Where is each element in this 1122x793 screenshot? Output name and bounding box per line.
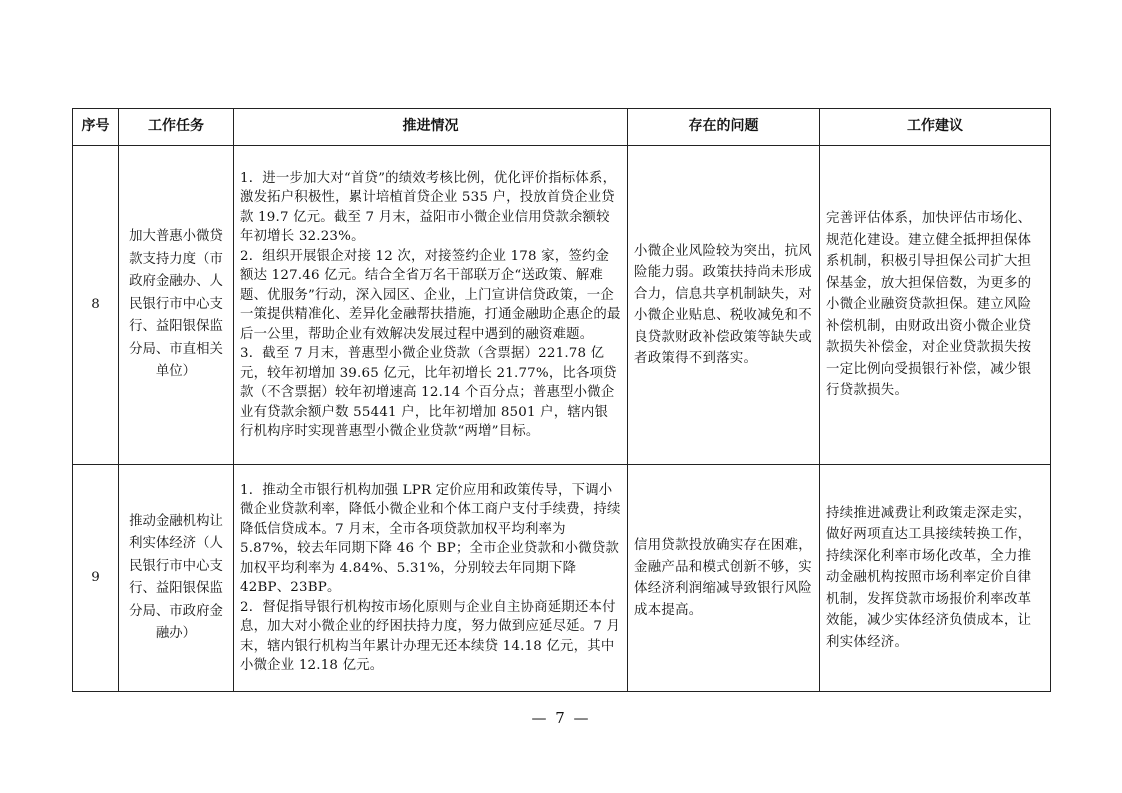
page-number: — 7 —	[531, 709, 591, 727]
row-progress	[234, 146, 628, 465]
header-number: 序号	[73, 109, 119, 146]
progress-item: 2．组织开展银企对接 12 次，对接签约企业 178 家，签约金额达 127.46 亿元。结合全省万名干部联万企“送政策、解难题、优服务”行动，深入园区、企业，上门宣讲信贷政策，一企一策提供精准化、差异化金融帮扶措施，打通金融助企惠企的最后一公里，帮助企业有效解决发展过程中遇到的融资难题。	[240, 248, 621, 342]
table-row	[73, 146, 1051, 465]
table-row	[73, 465, 1051, 692]
row-suggestion: 持续推进减费让利政策走深走实，做好两项直达工具接续转换工作，持续深化利率市场化改革，全力推动金融机构按照市场利率定价自律机制，发挥贷款市场报价利率改革效能，减少实体经济负债成本，让利实体经济。	[820, 465, 1051, 692]
row-task: 推动金融机构让利实体经济（人民银行市中心支行、益阳银保监分局、市政府金融办）	[119, 465, 234, 692]
table-header-row	[73, 109, 1051, 146]
header-issues: 存在的问题	[628, 109, 820, 146]
row-issue: 小微企业风险较为突出，抗风险能力弱。政策扶持尚未形成合力，信息共享机制缺失，对小微企业贴息、税收减免和不良贷款财政补偿政策等缺失或者政策得不到落实。	[628, 146, 820, 465]
progress-item: 1．推动全市银行机构加强 LPR 定价应用和政策传导，下调小微企业贷款利率，降低小微企业和个体工商户支付手续费，持续降低信贷成本。7 月末，全市各项贷款加权平均利率为 5.87%，较去年同期下降 46 个 BP；全市企业贷款和小微贷款加权平均利率为 4.84%、5.31%，分别较去年同期下降 42BP、23BP。	[240, 482, 621, 595]
progress-item: 3．截至 7 月末，普惠型小微企业贷款（含票据）221.78 亿元，较年初增加 39.65 亿元，比年初增长 21.77%，比各项贷款（不含票据）较年初增速高 12.14 个百分点；普惠型小微企业有贷款余额户数 55441 户，比年初增加 8501 户，辖内银行机构序时实现普惠型小微企业贷款“两增”目标。	[240, 346, 617, 439]
row-suggestion: 完善评估体系，加快评估市场化、规范化建设。建立健全抵押担保体系机制，积极引导担保公司扩大担保基金，放大担保倍数，为更多的小微企业融资贷款担保。建立风险补偿机制，由财政出资小微企业贷款损失补偿金，对企业贷款损失按一定比例向受损银行补偿，减少银行贷款损失。	[820, 146, 1051, 465]
work-progress-table	[72, 108, 1051, 692]
row-number: 9	[73, 465, 119, 692]
header-task: 工作任务	[119, 109, 234, 146]
row-task: 加大普惠小微贷款支持力度（市政府金融办、人民银行市中心支行、益阳银保监分局、市直相关单位）	[119, 146, 234, 465]
progress-item: 1．进一步加大对“首贷”的绩效考核比例，优化评价指标体系，激发拓户积极性，累计培植首贷企业 535 户，投放首贷企业贷款 19.7 亿元。截至 7 月末，益阳市小微企业信用贷款余额较年初增长 32.23%。	[240, 170, 617, 244]
row-issue: 信用贷款投放确实存在困难，金融产品和模式创新不够，实体经济利润缩减导致银行风险成本提高。	[628, 465, 820, 692]
progress-item: 2．督促指导银行机构按市场化原则与企业自主协商延期还本付息，加大对小微企业的纾困扶持力度，努力做到应延尽延。7 月末，辖内银行机构当年累计办理无还本续贷 14.18 亿元，其中小微企业 12.18 亿元。	[240, 599, 621, 673]
row-progress	[234, 465, 628, 692]
row-number: 8	[73, 146, 119, 465]
header-progress: 推进情况	[234, 109, 628, 146]
header-suggestions: 工作建议	[820, 109, 1051, 146]
